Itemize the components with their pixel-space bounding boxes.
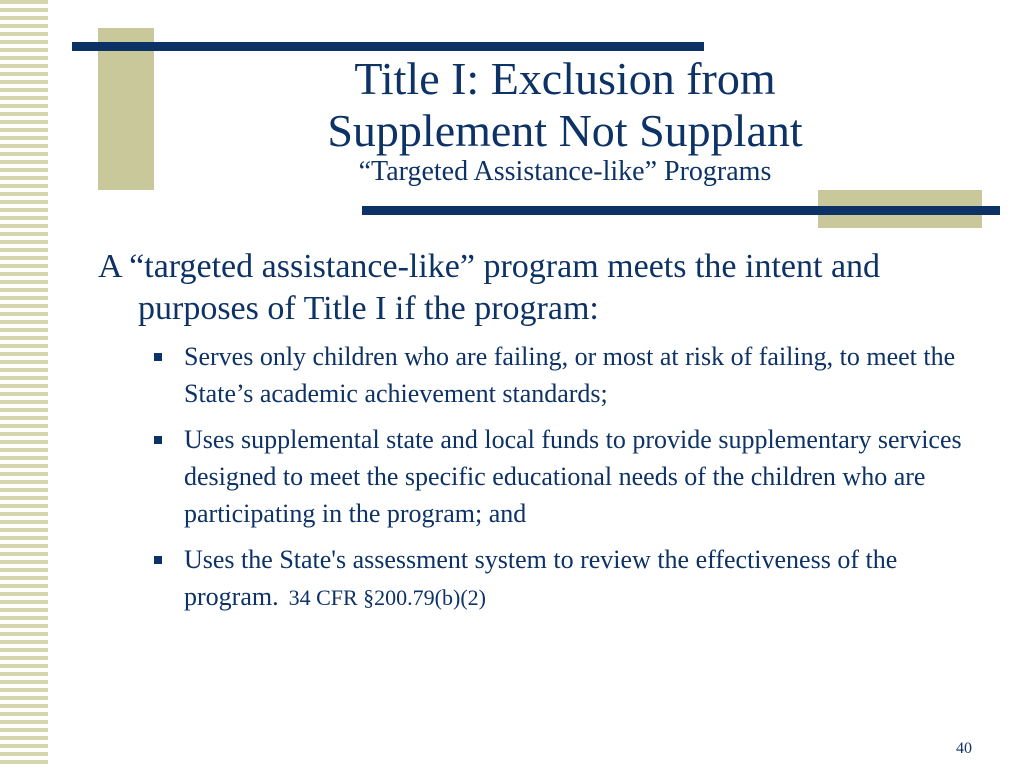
intro-paragraph: A “targeted assistance-like” program meets the intent and purposes of Title I if the program: — [98, 248, 881, 327]
slide-subtitle: “Targeted Assistance-like” Programs — [358, 156, 772, 187]
bullet-text: Uses the State's assessment system to review the effectiveness of the program. — [184, 545, 898, 611]
decor-block-top-left — [98, 28, 154, 190]
list-item — [98, 338, 998, 412]
title-rule-top — [72, 42, 704, 51]
page-number: 40 — [956, 740, 972, 757]
title-line-2: Supplement Not Supplant — [327, 105, 803, 156]
regulation-citation: 34 CFR §200.79(b)(2) — [288, 585, 486, 610]
bullet-text: Uses supplemental state and local funds to provide supplementary services designed to meet the specific educational needs of the children who are participating in the program; and — [184, 425, 962, 528]
square-bullet-icon — [154, 436, 162, 444]
title-rule-bottom — [362, 206, 1000, 215]
list-item — [98, 421, 998, 532]
title-line-1: Title I: Exclusion from — [354, 53, 776, 104]
criteria-list — [98, 338, 998, 616]
slide-body — [98, 246, 998, 625]
square-bullet-icon — [154, 353, 162, 361]
list-item — [98, 541, 998, 616]
slide-title — [220, 53, 910, 187]
square-bullet-icon — [154, 556, 162, 564]
bullet-text: Serves only children who are failing, or most at risk of failing, to meet the State’s academic achievement standards; — [184, 342, 956, 408]
striped-side-border — [0, 0, 48, 768]
